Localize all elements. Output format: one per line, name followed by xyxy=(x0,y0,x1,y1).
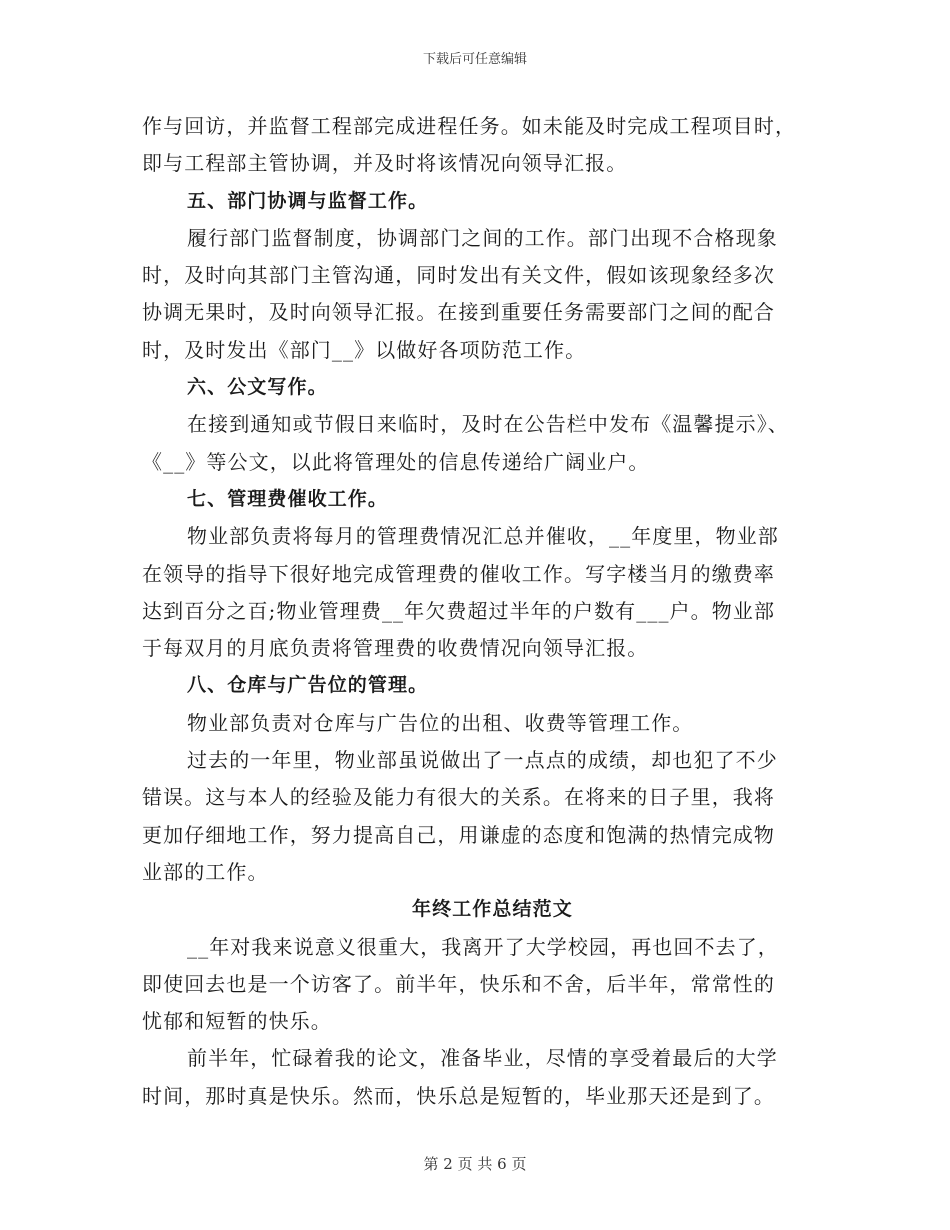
text-line: 协调无果时，及时向领导汇报。在接到重要任务需要部门之间的配合 xyxy=(142,300,775,325)
page-footer: 第 2 页 共 6 页 xyxy=(423,1155,527,1173)
text-line: 履行部门监督制度，协调部门之间的工作。部门出现不合格现象 xyxy=(187,225,778,250)
text-line: 于每双月的月底负责将管理费的收费情况向领导汇报。 xyxy=(142,636,649,661)
text-line: 达到百分之百;物业管理费__年欠费超过半年的户数有___户。物业部 xyxy=(142,598,776,623)
text-line: 《__》等公文，以此将管理处的信息传递给广阔业户。 xyxy=(142,449,650,474)
text-line: 业部的工作。 xyxy=(142,859,269,884)
text-line: 即使回去也是一个访客了。前半年，快乐和不舍，后半年，常常性的 xyxy=(142,971,775,996)
text-line: 物业部负责将每月的管理费情况汇总并催收，__年度里，物业部 xyxy=(187,524,779,549)
text-line: 物业部负责对仓库与广告位的出租、收费等管理工作。 xyxy=(187,710,694,735)
text-line: 在接到通知或节假日来临时，及时在公告栏中发布《温馨提示》、 xyxy=(187,412,789,437)
text-line: 忧郁和短暂的快乐。 xyxy=(142,1009,332,1034)
text-line: 时，及时发出《部门__》以做好各项防范工作。 xyxy=(142,337,587,362)
text-line: 在领导的指导下很好地完成管理费的催收工作。写字楼当月的缴费率 xyxy=(142,561,775,586)
section-heading: 七、管理费催收工作。 xyxy=(187,487,389,510)
text-line: 更加仔细地工作，努力提高自己，用谦虚的态度和饱满的热情完成物 xyxy=(142,822,775,847)
text-line: 前半年，忙碌着我的论文，准备毕业，尽情的享受着最后的大学 xyxy=(187,1046,778,1071)
section-heading: 八、仓库与广告位的管理。 xyxy=(187,674,429,697)
text-line: 作与回访，并监督工程部完成进程任务。如未能及时完成工程项目时， xyxy=(142,114,797,138)
text-line: 过去的一年里，物业部虽说做出了一点点的成绩，却也犯了不少 xyxy=(187,748,778,773)
document-body xyxy=(142,108,810,1115)
text-line: 时，及时向其部门主管沟通，同时发出有关文件，假如该现象经多次 xyxy=(142,263,775,288)
page-header: 下载后可任意编辑 xyxy=(422,52,527,67)
document-title: 年终工作总结范文 xyxy=(412,898,573,921)
text-line: 即与工程部主管协调，并及时将该情况向领导汇报。 xyxy=(142,151,628,176)
section-heading: 六、公文写作。 xyxy=(187,376,328,399)
text-line: __年对我来说意义很重大，我离开了大学校园，再也回不去了， xyxy=(187,934,779,959)
section-heading: 五、部门协调与监督工作。 xyxy=(187,189,429,212)
text-line: 错误。这与本人的经验及能力有很大的关系。在将来的日子里，我将 xyxy=(142,785,775,810)
text-line: 时间，那时真是快乐。然而，快乐总是短暂的，毕业那天还是到了。 xyxy=(142,1083,775,1108)
